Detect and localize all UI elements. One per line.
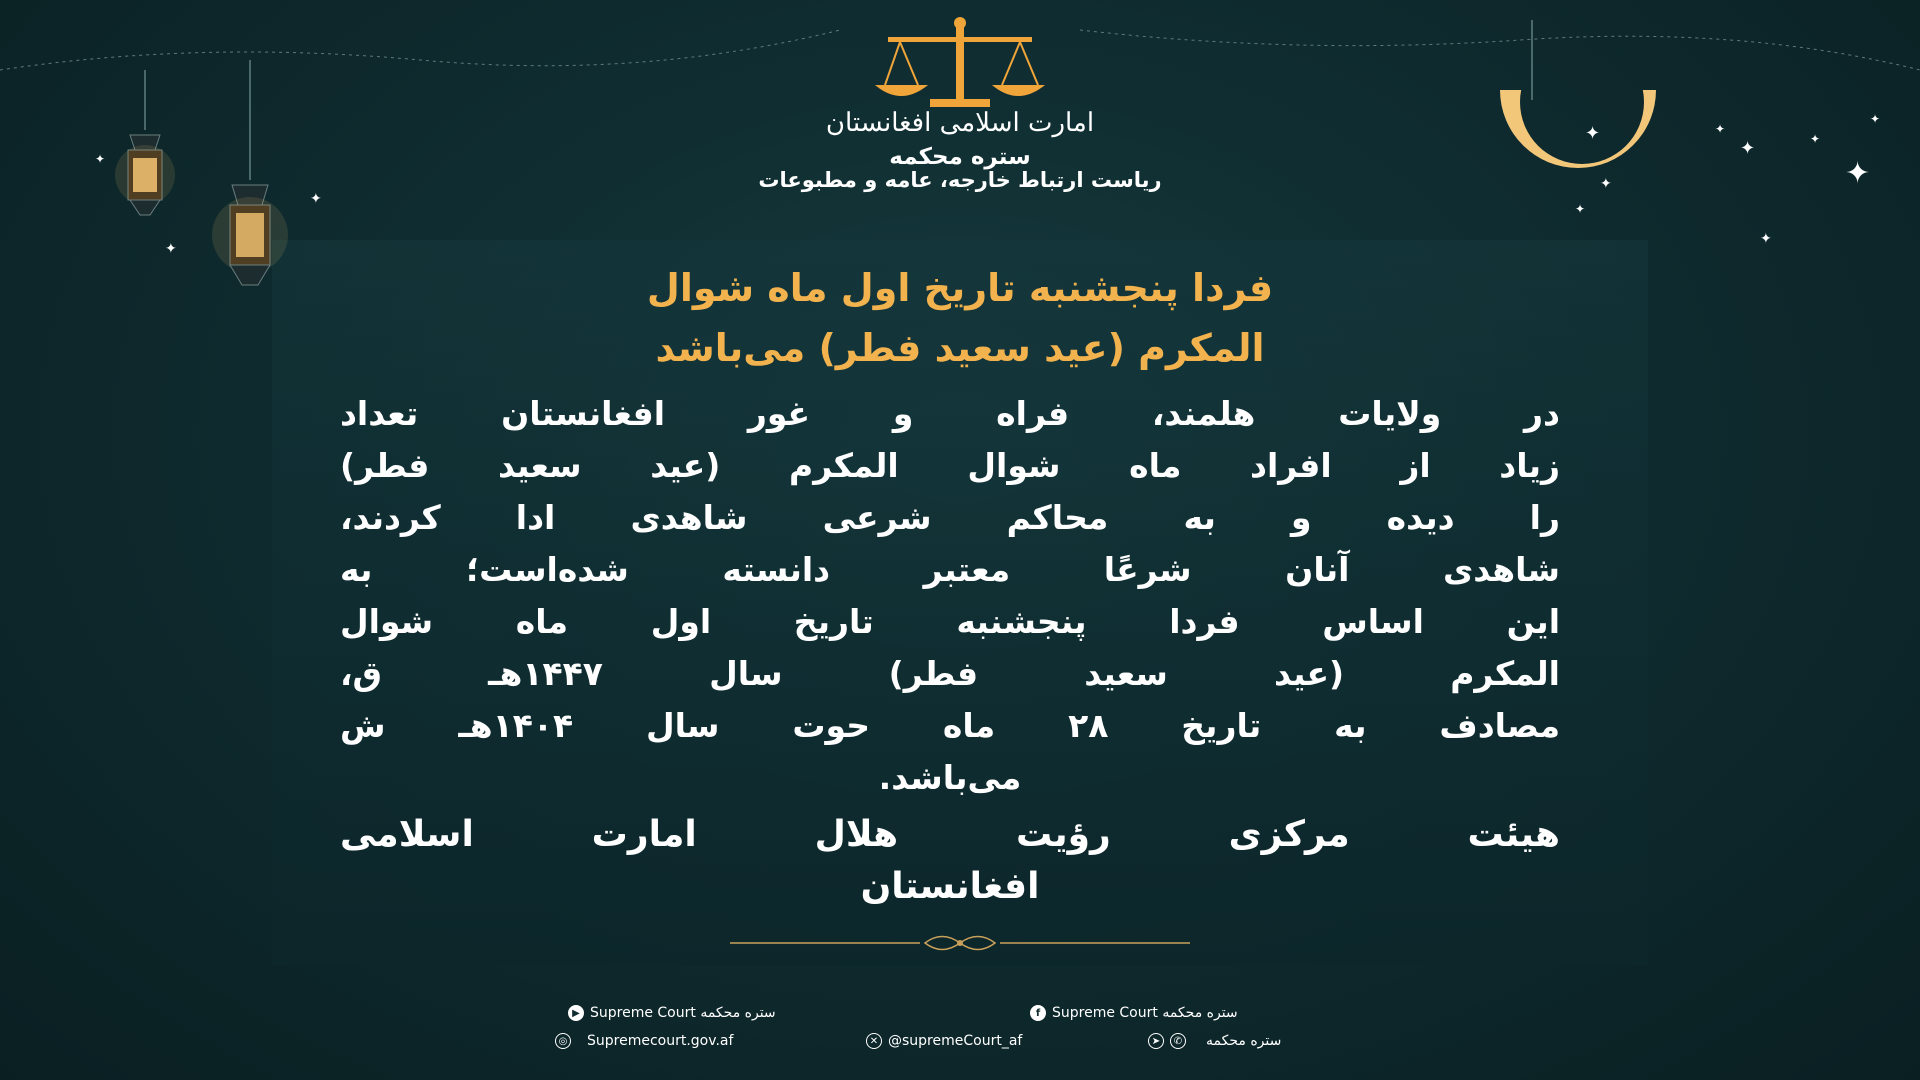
ornament-divider xyxy=(730,930,1190,956)
department-name: ریاست ارتباط خارجه، عامه و مطبوعات xyxy=(758,168,1162,192)
signature-line-2: افغانستان xyxy=(860,866,1040,907)
footer-x[interactable] xyxy=(866,1033,1022,1049)
headline-line-2: المکرم (عید سعید فطر) می‌باشد xyxy=(655,326,1265,370)
whatsapp-icon: ✆ xyxy=(1170,1033,1186,1049)
footer-facebook-label: ستره محکمه Supreme Court xyxy=(1052,1005,1238,1021)
star-icon: ✦ xyxy=(1845,156,1871,191)
star-icon: ✦ xyxy=(1810,132,1821,146)
footer-website[interactable] xyxy=(555,1033,733,1049)
x-icon: ✕ xyxy=(866,1033,882,1049)
star-icon: ✦ xyxy=(1585,123,1601,144)
emblem-title: امارت اسلامی افغانستان xyxy=(825,108,1095,138)
body-line: را دیده و به محاکم شرعی شاهدی ادا کردند، xyxy=(340,498,1560,537)
string-lights-right xyxy=(1530,20,1534,100)
signature-line-1: هیئت مرکزی رؤیت هلال امارت اسلامی xyxy=(340,814,1560,855)
body-line: می‌باشد. xyxy=(878,758,1022,797)
footer-youtube[interactable] xyxy=(568,1005,776,1021)
star-icon: ✦ xyxy=(165,241,177,257)
body-line: در ولایات هلمند، فراه و غور افغانستان تعداد xyxy=(340,394,1560,433)
scales-icon xyxy=(870,15,1050,110)
footer-facebook[interactable] xyxy=(1030,1005,1238,1021)
court-name: ستره محکمه xyxy=(889,144,1031,170)
footer-messengers[interactable] xyxy=(1148,1033,1281,1049)
star-icon: ✦ xyxy=(1575,202,1586,216)
body-line: شاهدی آنان شرعًا معتبر دانسته شده‌است؛ به xyxy=(340,550,1560,589)
body-line: زیاد از افراد ماه شوال المکرم (عید سعید فطر) xyxy=(340,446,1560,485)
footer-youtube-label: ستره محکمه Supreme Court xyxy=(590,1005,776,1021)
star-icon: ✦ xyxy=(310,191,322,207)
star-icon: ✦ xyxy=(1760,231,1772,247)
footer-messengers-label: ستره محکمه xyxy=(1206,1033,1282,1049)
body-line: المکرم (عید سعید فطر) سال ۱۴۴۷هـ ق، xyxy=(340,654,1560,693)
star-icon: ✦ xyxy=(1600,176,1612,192)
star-icon: ✦ xyxy=(1870,112,1881,126)
globe-icon: ◎ xyxy=(555,1033,571,1049)
footer-x-label: @supremeCourt_af xyxy=(888,1033,1023,1049)
body-line: مصادف به تاریخ ۲۸ ماه حوت سال ۱۴۰۴هـ ش xyxy=(340,706,1560,745)
telegram-icon: ➤ xyxy=(1148,1033,1164,1049)
youtube-icon: ▶ xyxy=(568,1005,584,1021)
facebook-icon: f xyxy=(1030,1005,1046,1021)
star-icon: ✦ xyxy=(1715,122,1726,136)
body-line: این اساس فردا پنجشنبه تاریخ اول ماه شوال xyxy=(340,602,1560,641)
footer-website-label: Supremecourt.gov.af xyxy=(587,1033,734,1049)
star-icon: ✦ xyxy=(95,152,106,166)
star-icon: ✦ xyxy=(1740,138,1756,159)
headline-line-1: فردا پنجشنبه تاریخ اول ماه شوال xyxy=(646,266,1274,310)
